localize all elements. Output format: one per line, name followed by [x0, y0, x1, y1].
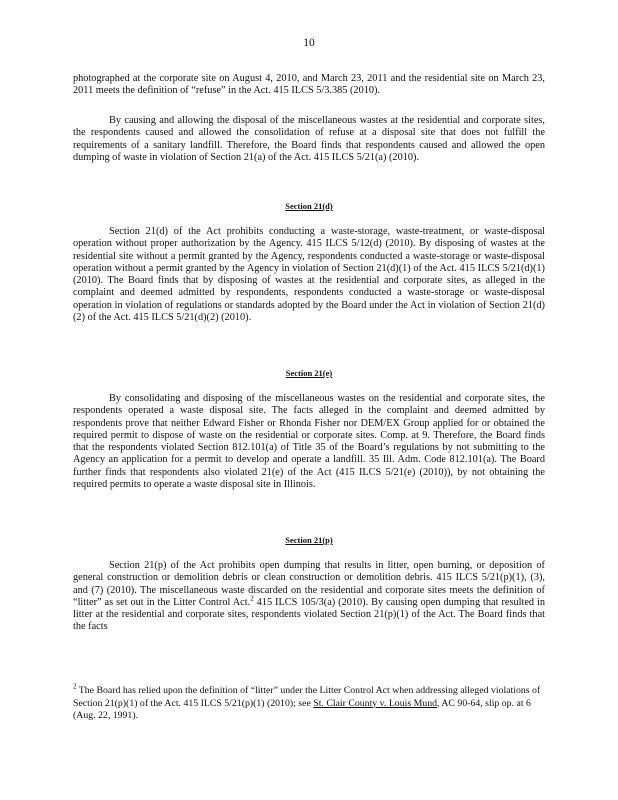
footnote-citation: , AC 90-64, slip op. at 6 (Aug. 22, 1991).: [73, 697, 531, 721]
paragraph-section-21p: [73, 560, 545, 634]
paragraph-continuation: photographed at the corporate site on August 4, 2010, and March 23, 2011 and the residential site on March 23, 2011 meets the definition of “refuse” in the Act. 415 ILCS 5/3.385 (2010).: [73, 73, 545, 97]
paragraph-section-21p-continuation: 415 ILCS 105/3(a) (2010). By causing open dumping that resulted in litter at the residential and corporate sites, respondents violated Section 21(p)(1) of the Act. The Board finds that the facts: [73, 596, 545, 633]
heading-section-21e-text: Section 21(e): [285, 368, 333, 378]
paragraph-section-21a: By causing and allowing the disposal of the miscellaneous wastes at the residential and corporate sites, the respondents caused and allowed the consolidation of refuse at a disposal site that does not fulfill the requirements of a sanitary landfill. Therefore, the Board finds that respondents caused and allowed the open dumping of waste in violation of Section 21(a) of the Act. 415 ILCS 5/21(a) (2010).: [73, 115, 545, 163]
heading-section-21e: [0, 368, 618, 378]
footnote: [73, 682, 545, 723]
heading-section-21d: [0, 201, 618, 211]
footnote-reference: 2: [250, 594, 254, 603]
paragraph-section-21d: Section 21(d) of the Act prohibits conducting a waste-storage, waste-treatment, or waste-disposal operation without proper authorization by the Agency. 415 ILCS 5/12(d) (2010). By disposing of wastes at the residential site without a permit granted by the Agency, respondents conducted a waste-storage or waste-disposal operation without a permit granted by the Agency in violation of Section 21(d)(1) of the Act. 415 ILCS 5/21(d)(1) (2010). The Board finds that by disposing of wastes at the residential and corporate sites, as alleged in the complaint and deemed admitted by respondents, respondents conducted a waste-storage or waste-disposal operation in violation of regulations or standards adopted by the Board under the Act in violation of Section 21(d)(2) of the Act. 415 ILCS 5/21(d)(2) (2010).: [73, 226, 545, 324]
heading-section-21d-text: Section 21(d): [285, 201, 333, 211]
footnote-mark: 2: [73, 682, 77, 691]
heading-section-21p: [0, 535, 618, 545]
paragraph-section-21p-text: Section 21(p) of the Act prohibits open dumping that results in litter, open burning, or deposition of general construction or demolition debris or clean construction or demolition debris. 415 ILCS 5/21(p)(1), (3), and (7) (2010). The miscellaneous waste discarded on the residential and corporate sites meets the definition of “litter” as set out in the Litter Control Act.: [73, 560, 545, 608]
heading-section-21p-text: Section 21(p): [285, 535, 333, 545]
footnote-case-name: St. Clair County v. Louis Mund: [313, 697, 437, 709]
footnote-text: The Board has relied upon the definition of “litter” under the Litter Control Act when addressing alleged violations of Section 21(p)(1) of the Act. 415 ILCS 5/21(p)(1) (2010); see: [73, 685, 541, 709]
paragraph-section-21e: By consolidating and disposing of the miscellaneous wastes on the residential and corporate sites, the respondents operated a waste disposal site. The facts alleged in the complaint and deemed admitted by respondents prove that neither Edward Fisher or Rhonda Fisher nor DEM/EX Group applied for or obtained the required permit to dispose of waste on the residential or corporate sites. Comp. at 9. Therefore, the Board finds that the respondents violated Section 812.101(a) of Title 35 of the Board’s regulations by not submitting to the Agency an application for a permit to develop and operate a landfill. 35 Ill. Adm. Code 812.101(a). The Board further finds that respondents also violated 21(e) of the Act (415 ILCS 5/21(e) (2010)), by not obtaining the required permits to operate a waste disposal site in Illinois.: [73, 393, 545, 491]
page-number: 10: [303, 37, 315, 49]
